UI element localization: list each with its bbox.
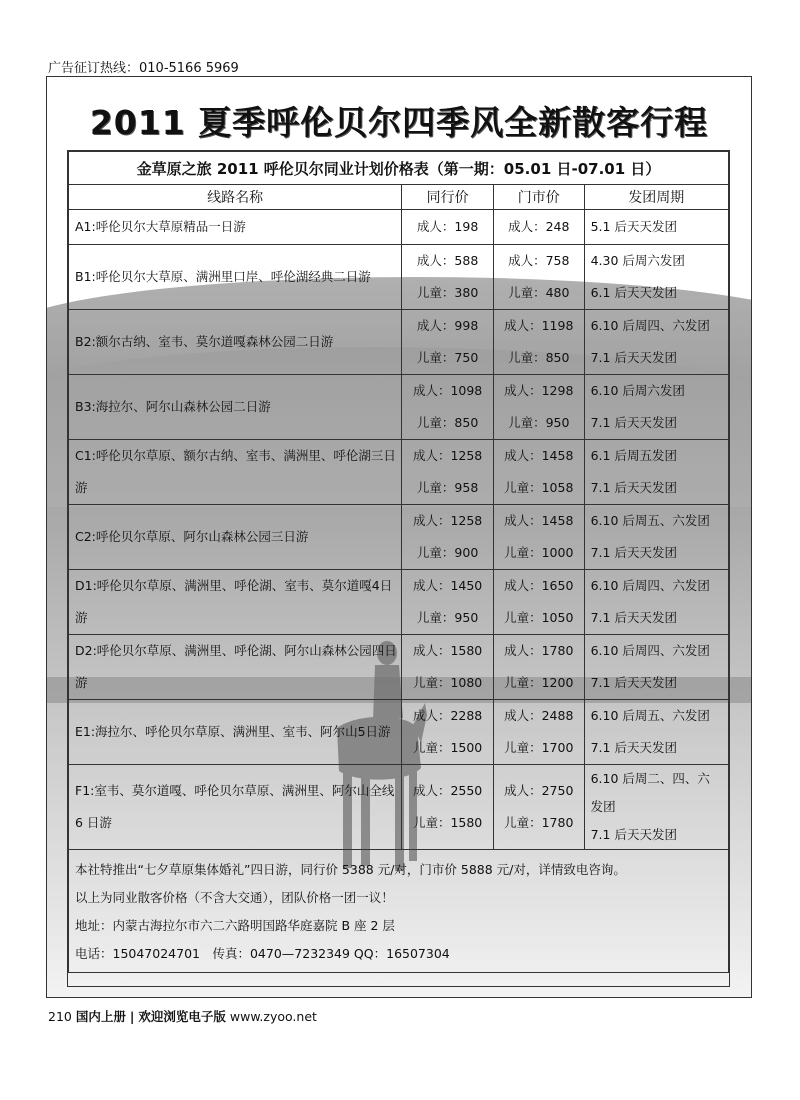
route-name: B2:额尔古纳、室韦、莫尔道嘎森林公园二日游 [69,310,402,375]
price-table-box [67,150,730,987]
table-row [69,440,729,505]
peer-price-child: 儿童：958 [416,480,479,495]
peer-price-child: 儿童：1080 [412,675,483,690]
header-route-name: 线路名称 [69,185,402,210]
schedule: 6.1 后周五发团 [590,448,677,463]
market-price-child: 儿童：1200 [504,675,574,690]
route-name: C1:呼伦贝尔草原、额尔古纳、室韦、满洲里、呼伦湖三日游 [69,440,402,505]
ad-hotline: 广告征订热线：010-5166 5969 [48,61,239,76]
schedule: 6.10 后周五、六发团 [590,513,710,528]
price-table [68,151,729,973]
address: 地址：内蒙古海拉尔市六二六路明国路华庭嘉院 B 座 2 层 [75,918,395,933]
table-row [69,570,729,635]
peer-price-adult: 成人：1098 [412,383,483,398]
page-footer [48,1007,317,1025]
section-name: 国内上册 [75,1009,126,1024]
market-price-adult: 成人：2750 [504,783,574,798]
route-name: A1:呼伦贝尔大草原精品一日游 [69,210,402,245]
market-price-child: 儿童：850 [508,350,570,365]
market-price-adult: 成人：248 [508,219,570,234]
peer-price-child: 儿童：380 [416,285,479,300]
peer-price-adult: 成人：198 [416,219,479,234]
market-price-child: 儿童：1780 [504,815,574,830]
peer-price-child: 儿童：900 [416,545,479,560]
table-row [69,310,729,375]
header-peer-price: 同行价 [402,185,494,210]
market-price-adult: 成人：1458 [504,448,574,463]
market-price-child: 儿童：950 [508,415,570,430]
schedule: 7.1 后天天发团 [590,415,677,430]
schedule: 6.10 后周四、六发团 [590,643,710,658]
notes-block [69,850,729,973]
footer-separator: | [129,1009,135,1024]
market-price-adult: 成人：1298 [504,383,574,398]
peer-price-adult: 成人：588 [416,253,479,268]
peer-price-child: 儿童：750 [416,350,479,365]
market-price-child: 儿童：1058 [504,480,574,495]
peer-price-adult: 成人：2288 [412,708,483,723]
peer-price-adult: 成人：2550 [412,783,483,798]
schedule: 5.1 后天天发团 [590,219,677,234]
peer-price-adult: 成人：1258 [412,513,483,528]
footer-tagline: 欢迎浏览电子版 [138,1009,226,1024]
route-name: D1:呼伦贝尔草原、满洲里、呼伦湖、室韦、莫尔道嘎4日游 [69,570,402,635]
itinerary-page-frame [46,76,752,998]
schedule: 7.1 后天天发团 [590,827,677,842]
market-price-child: 儿童：1700 [504,740,574,755]
market-price-adult: 成人：1458 [504,513,574,528]
schedule: 7.1 后天天发团 [590,740,677,755]
schedule: 6.1 后天天发团 [590,285,677,300]
market-price-child: 儿童：1000 [504,545,574,560]
schedule: 7.1 后天天发团 [590,350,677,365]
schedule: 7.1 后天天发团 [590,480,677,495]
market-price-child: 儿童：480 [508,285,570,300]
schedule: 6.10 后周二、四、六 [590,771,710,786]
schedule: 6.10 后周四、六发团 [590,578,710,593]
route-name: B3:海拉尔、阿尔山森林公园二日游 [69,375,402,440]
table-row [69,765,729,850]
peer-price-child: 儿童：1580 [412,815,483,830]
market-price-adult: 成人：1198 [504,318,574,333]
page-number: 210 [48,1009,72,1024]
schedule: 7.1 后天天发团 [590,675,677,690]
table-row [69,700,729,765]
route-name: D2:呼伦贝尔草原、满洲里、呼伦湖、阿尔山森林公园四日游 [69,635,402,700]
schedule: 6.10 后周四、六发团 [590,318,710,333]
schedule: 7.1 后天天发团 [590,545,677,560]
footer-url[interactable]: www.zyoo.net [229,1009,317,1024]
route-name: B1:呼伦贝尔大草原、满洲里口岸、呼伦湖经典二日游 [69,245,402,310]
schedule: 4.30 后周六发团 [590,253,685,268]
schedule: 6.10 后周五、六发团 [590,708,710,723]
route-name: E1:海拉尔、呼伦贝尔草原、满洲里、室韦、阿尔山5日游 [69,700,402,765]
table-row [69,210,729,245]
schedule: 7.1 后天天发团 [590,610,677,625]
market-price-adult: 成人：2488 [504,708,574,723]
table-row [69,375,729,440]
table-row [69,505,729,570]
promo-note: 本社特推出“七夕草原集体婚礼”四日游，同行价 5388 元/对，门市价 5888 元/对，详情致电咨询。 [75,862,626,877]
peer-price-child: 儿童：950 [416,610,479,625]
page-title: 2011 夏季呼伦贝尔四季风全新散客行程 [89,103,709,142]
schedule: 6.10 后周六发团 [590,383,685,398]
route-name: F1:室韦、莫尔道嘎、呼伦贝尔草原、满洲里、阿尔山全线 6 日游 [69,765,402,850]
market-price-adult: 成人：1780 [504,643,574,658]
price-note: 以上为同业散客价格（不含大交通），团队价格一团一议！ [75,890,394,905]
route-name: C2:呼伦贝尔草原、阿尔山森林公园三日游 [69,505,402,570]
schedule: 发团 [590,799,616,814]
peer-price-child: 儿童：850 [416,415,479,430]
market-price-child: 儿童：1050 [504,610,574,625]
market-price-adult: 成人：758 [508,253,570,268]
peer-price-adult: 成人：1258 [412,448,483,463]
peer-price-adult: 成人：998 [416,318,479,333]
peer-price-adult: 成人：1450 [412,578,483,593]
table-row [69,635,729,700]
header-market-price: 门市价 [493,185,584,210]
market-price-adult: 成人：1650 [504,578,574,593]
contact-info: 电话：15047024701 传真：0470—7232349 QQ：16507304 [75,946,450,961]
peer-price-child: 儿童：1500 [412,740,483,755]
table-caption: 金草原之旅 2011 呼伦贝尔同业计划价格表（第一期：05.01 日-07.01 日） [69,152,729,185]
header-departure-schedule: 发团周期 [584,185,728,210]
peer-price-adult: 成人：1580 [412,643,483,658]
table-row [69,245,729,310]
